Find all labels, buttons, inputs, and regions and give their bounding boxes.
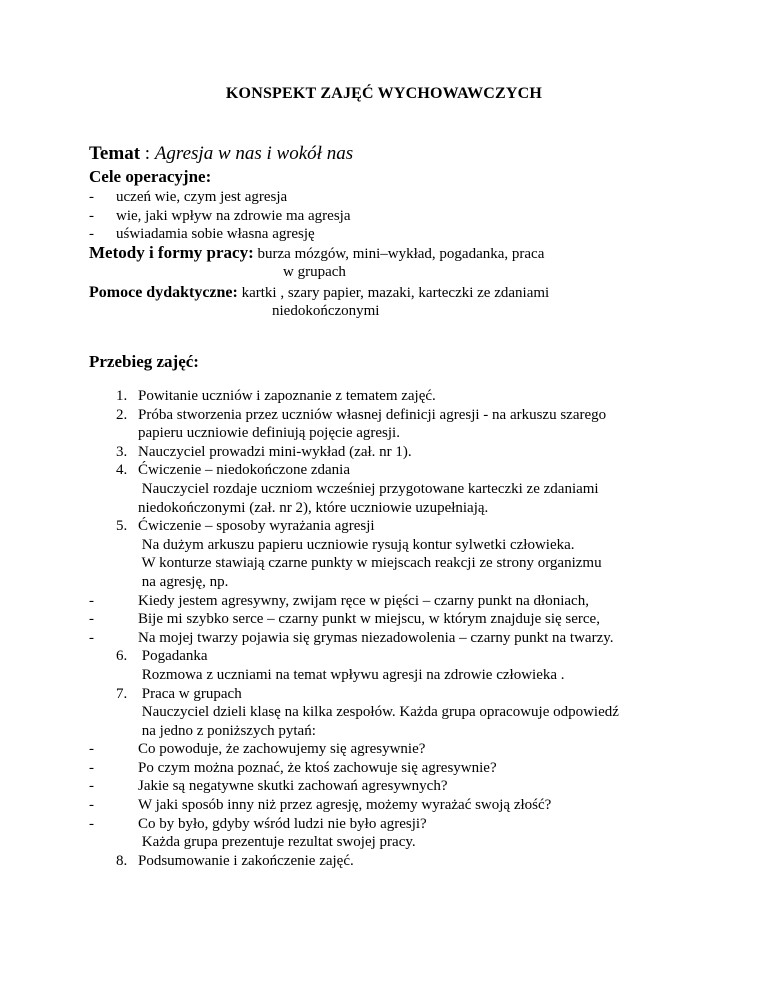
course-line-text: Nauczyciel rozdaje uczniom wcześniej przygotowane karteczki ze zdaniami <box>138 480 599 497</box>
course-line-text: Praca w grupach <box>138 685 242 702</box>
course-line <box>89 777 716 796</box>
course-line-text: na jedno z poniższych pytań: <box>138 722 316 739</box>
course-line <box>89 815 716 834</box>
course-line <box>89 629 716 648</box>
course-line-text: Pogadanka <box>138 648 208 665</box>
course-line-text: Jakie są negatywne skutki zachowań agresywnych? <box>138 778 448 795</box>
course-line <box>116 424 716 443</box>
course-line <box>116 666 716 685</box>
course-line-text: Po czym można poznać, że ktoś zachowuje się agresywnie? <box>138 759 497 776</box>
bullet-dash: - <box>89 815 94 832</box>
goal-item <box>89 188 351 207</box>
course-line <box>89 740 716 759</box>
course-line <box>116 443 716 462</box>
goal-text: uświadamia sobie własna agresję <box>116 226 315 242</box>
course-line-text: Na dużym arkuszu papieru uczniowie rysują kontur sylwetki człowieka. <box>138 536 575 553</box>
course-line <box>116 480 716 499</box>
course-line <box>116 722 716 741</box>
bullet-dash: - <box>89 629 94 646</box>
bullet-dash: - <box>89 226 94 242</box>
course-line-text: Rozmowa z uczniami na temat wpływu agresji na zdrowie człowieka . <box>138 666 565 683</box>
course-line-text: Każda grupa prezentuje rezultat swojej pracy. <box>138 834 416 851</box>
bullet-dash: - <box>89 759 94 776</box>
goal-text: wie, jaki wpływ na zdrowie ma agresja <box>116 207 351 224</box>
course-line-text: W konturze stawiają czarne punkty w miejscach reakcji ze strony organizmu <box>138 555 602 572</box>
step-number: 3. <box>116 443 128 460</box>
goal-item <box>89 207 351 226</box>
course-line-text: Ćwiczenie – niedokończone zdania <box>138 462 350 479</box>
step-number: 2. <box>116 406 128 423</box>
methods-value-line1: burza mózgów, mini–wykład, pogadanka, praca <box>257 246 545 262</box>
course-line <box>116 461 716 480</box>
aids-value-line2: niedokończonymi <box>272 303 380 319</box>
course-line-text: W jaki sposób inny niż przez agresję, możemy wyrażać swoją złość? <box>138 797 552 814</box>
bullet-dash: - <box>89 741 94 758</box>
course-line <box>116 406 716 425</box>
step-number: 1. <box>116 388 128 404</box>
course-line <box>116 647 716 666</box>
bullet-dash: - <box>89 778 94 795</box>
course-line <box>116 833 716 852</box>
course-line-text: Co powoduje, że zachowujemy się agresywnie? <box>138 741 426 758</box>
goals-heading: Cele operacyjne: <box>89 167 212 186</box>
course-line-text: Próba stworzenia przez uczniów własnej definicji agresji - na arkuszu szarego <box>138 406 607 423</box>
goal-item <box>89 225 351 244</box>
course-line-text: Podsumowanie i zakończenie zajęć. <box>138 852 354 869</box>
step-number: 6. <box>116 648 128 665</box>
course-line-text: niedokończonymi (zał. nr 2), które uczniowie uzupełniają. <box>138 499 489 516</box>
course-line <box>89 610 716 629</box>
course-line-text: papieru uczniowie definiują pojęcie agresji. <box>138 425 400 442</box>
bullet-dash: - <box>89 207 94 224</box>
course-line-text: Kiedy jestem agresywny, zwijam ręce w pięści – czarny punkt na dłoniach, <box>138 592 589 609</box>
course-steps <box>89 387 716 870</box>
aids-label: Pomoce dydaktyczne: <box>89 284 238 301</box>
course-line-text: Na mojej twarzy pojawia się grymas niezadowolenia – czarny punkt na twarzy. <box>138 629 614 646</box>
course-line <box>116 536 716 555</box>
course-line-text: Bije mi szybko serce – czarny punkt w miejscu, w którym znajduje się serce, <box>138 611 600 628</box>
step-number: 5. <box>116 518 128 535</box>
bullet-dash: - <box>89 592 94 609</box>
topic-line <box>89 143 353 165</box>
goal-text: uczeń wie, czym jest agresja <box>116 189 288 205</box>
bullet-dash: - <box>89 611 94 628</box>
course-line <box>116 499 716 518</box>
course-line <box>116 573 716 592</box>
step-number: 4. <box>116 462 128 479</box>
course-line <box>89 796 716 815</box>
document-title: KONSPEKT ZAJĘĆ WYCHOWAWCZYCH <box>225 85 543 102</box>
bullet-dash: - <box>89 797 94 814</box>
course-line <box>89 759 716 778</box>
topic-separator: : <box>140 143 155 164</box>
course-line-text: Ćwiczenie – sposoby wyrażania agresji <box>138 518 375 535</box>
course-line <box>116 387 716 406</box>
course-line-text: Powitanie uczniów i zapoznanie z tematem zajęć. <box>138 388 436 404</box>
course-line <box>116 685 716 704</box>
aids-value-line1: kartki , szary papier, mazaki, karteczki ze zdaniami <box>241 285 550 301</box>
course-line-text: Co by było, gdyby wśród ludzi nie było agresji? <box>138 815 427 832</box>
step-number: 7. <box>116 685 128 702</box>
topic-value: Agresja w nas i wokół nas <box>154 143 354 164</box>
course-line <box>116 517 716 536</box>
methods-label: Metody i formy pracy: <box>89 243 254 262</box>
course-line-text: na agresję, np. <box>138 573 229 590</box>
aids-line <box>89 284 549 302</box>
course-line-text: Nauczyciel prowadzi mini-wykład (zał. nr 1). <box>138 443 412 460</box>
course-line-text: Nauczyciel dzieli klasę na kilka zespołów. Każda grupa opracowuje odpowiedź <box>138 704 619 721</box>
goals-list <box>89 188 351 244</box>
course-line <box>89 592 716 611</box>
course-heading: Przebieg zajęć: <box>89 352 199 371</box>
bullet-dash: - <box>89 189 94 205</box>
methods-value-line2: w grupach <box>283 264 346 280</box>
course-line <box>116 703 716 722</box>
topic-label: Temat <box>89 143 141 164</box>
course-line <box>116 852 716 871</box>
methods-line <box>89 243 544 263</box>
course-line <box>116 554 716 573</box>
step-number: 8. <box>116 852 128 869</box>
